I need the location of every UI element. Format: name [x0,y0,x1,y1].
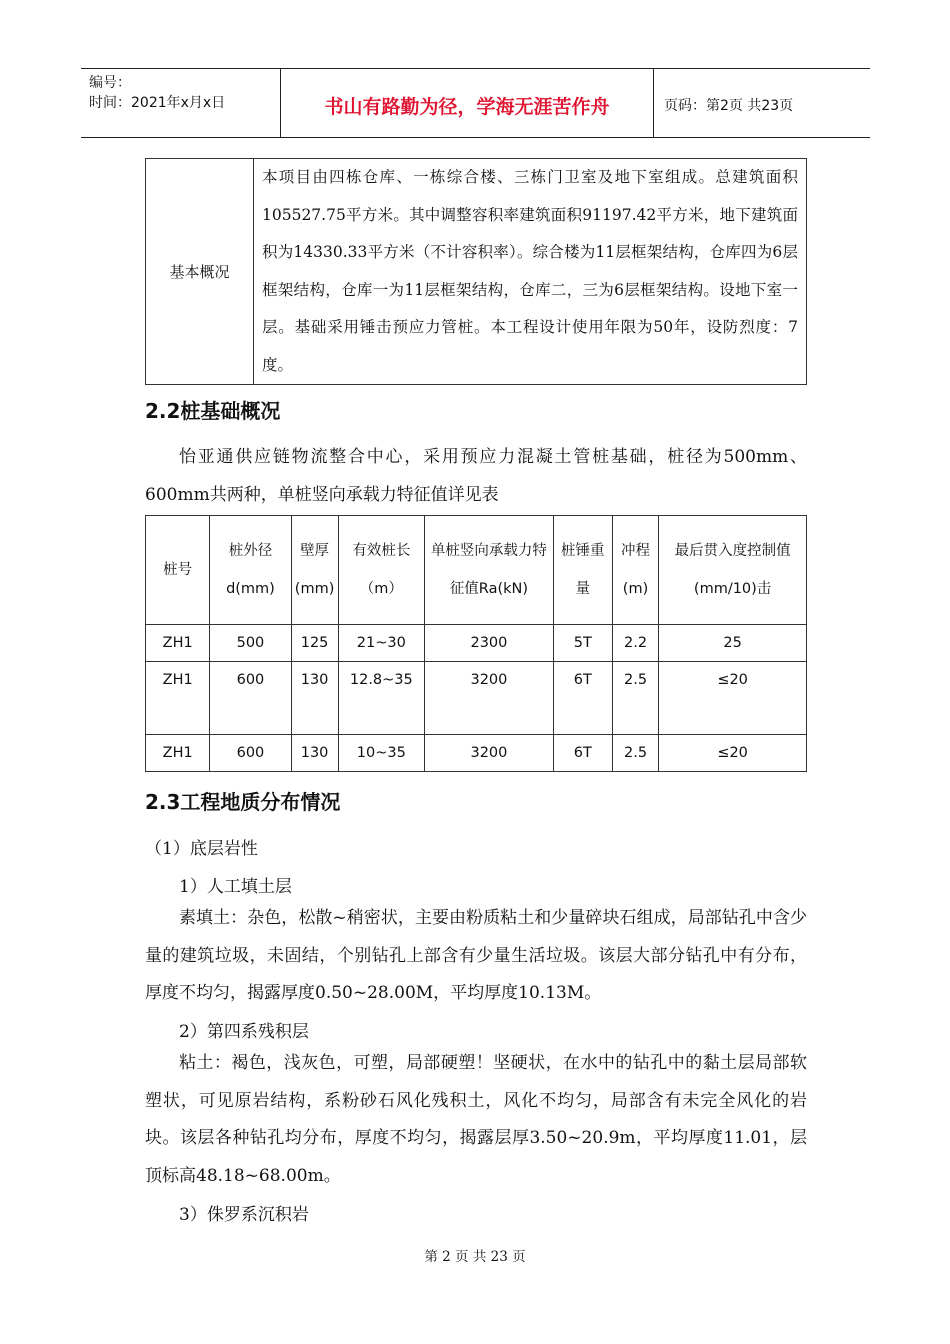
header-cell: 桩锤重量 [553,516,612,625]
header-cell: 桩号 [146,516,210,625]
table-cell: 25 [659,625,807,662]
table-cell: ≤20 [659,735,807,772]
header-cell: 有效桩长（m） [338,516,425,625]
table-cell: 6T [553,662,612,735]
table-cell: ≤20 [659,662,807,735]
overview-table [145,158,807,385]
page-footer: 第 2 页 共 23 页 [424,1249,526,1265]
table-cell: 2.2 [612,625,658,662]
paragraph-residual-layer: 粘土：褐色，浅灰色，可塑，局部硬塑！坚硬状，在水中的钻孔中的黏土层局部软塑状，可见原岩结构，系粉砂石风化残积土，风化不均匀，局部含有未完全风化的岩块。该层各种钻孔均分布，厚度不均匀，揭露层厚3.50~20.9m，平均厚度11.01，层顶标高48.18~68.00m。 [145,1053,807,1186]
table-cell: 3200 [425,735,554,772]
header-motto: 书山有路勤为径，学海无涯苦作舟 [281,69,654,137]
table-cell: 6T [553,735,612,772]
table-cell: ZH1 [146,735,210,772]
table-cell: 130 [291,735,338,772]
table-cell: 5T [553,625,612,662]
table-row [146,735,807,772]
paragraph-fill-layer: 素填土：杂色，松散~稍密状，主要由粉质粘土和少量碎块石组成，局部钻孔中含少量的建筑垃圾，未固结，个别钻孔上部含有少量生活垃圾。该层大部分钻孔中有分布，厚度不均匀，揭露厚度0.50~28.00M，平均厚度10.13M。 [145,908,807,1003]
header-cell: 壁厚(mm) [291,516,338,625]
header-meta [81,69,281,137]
list-item: 1）人工填土层 [179,877,292,897]
table-row [146,662,807,735]
table-cell: 600 [210,662,291,735]
table-cell: 500 [210,625,291,662]
table-header-row [146,516,807,625]
section-2-3-title: 2.3工程地质分布情况 [145,790,341,814]
header-cell: 桩外径d(mm) [210,516,291,625]
table-cell: 600 [210,735,291,772]
section-2-2-paragraph: 怡亚通供应链物流整合中心，采用预应力混凝土管桩基础，桩径为500mm、600mm共两种，单桩竖向承载力特征值详见表 [145,447,807,505]
number-label: 编号： [89,75,131,91]
table-cell: 2300 [425,625,554,662]
overview-text: 本项目由四栋仓库、一栋综合楼、三栋门卫室及地下室组成。总建筑面积105527.75平方米。其中调整容积率建筑面积91197.42平方米，地下建筑面积为14330.33平方米（不计容积率）。综合楼为11层框架结构，仓库四为6层框架结构，仓库一为11层框架结构，仓库二，三为6层框架结构。设地下室一层。基础采用锤击预应力管桩。本工程设计使用年限为50年，设防烈度：7度。 [254,159,807,385]
header-page-info: 页码：第2页 共23页 [664,98,794,114]
table-cell: 21~30 [338,625,425,662]
table-cell: 10~35 [338,735,425,772]
table-cell: 130 [291,662,338,735]
header-cell: 冲程(m) [612,516,658,625]
list-item: 3）侏罗系沉积岩 [179,1205,309,1225]
table-cell: 2.5 [612,735,658,772]
header-cell: 单桩竖向承载力特征值Ra(kN) [425,516,554,625]
table-row [146,159,807,385]
table-cell: ZH1 [146,625,210,662]
table-row [146,625,807,662]
header-cell: 最后贯入度控制值(mm/10)击 [659,516,807,625]
list-item: 2）第四系残积层 [179,1022,309,1042]
section-2-2-title: 2.2桩基础概况 [145,399,281,423]
table-cell: 12.8~35 [338,662,425,735]
table-cell: ZH1 [146,662,210,735]
table-cell: 2.5 [612,662,658,735]
time-label: 时间：2021年x月x日 [89,95,226,111]
pile-table [145,515,807,772]
page-header [81,68,870,138]
subsection-heading: （1）底层岩性 [145,839,258,859]
overview-label: 基本概况 [146,159,254,385]
table-cell: 125 [291,625,338,662]
table-cell: 3200 [425,662,554,735]
